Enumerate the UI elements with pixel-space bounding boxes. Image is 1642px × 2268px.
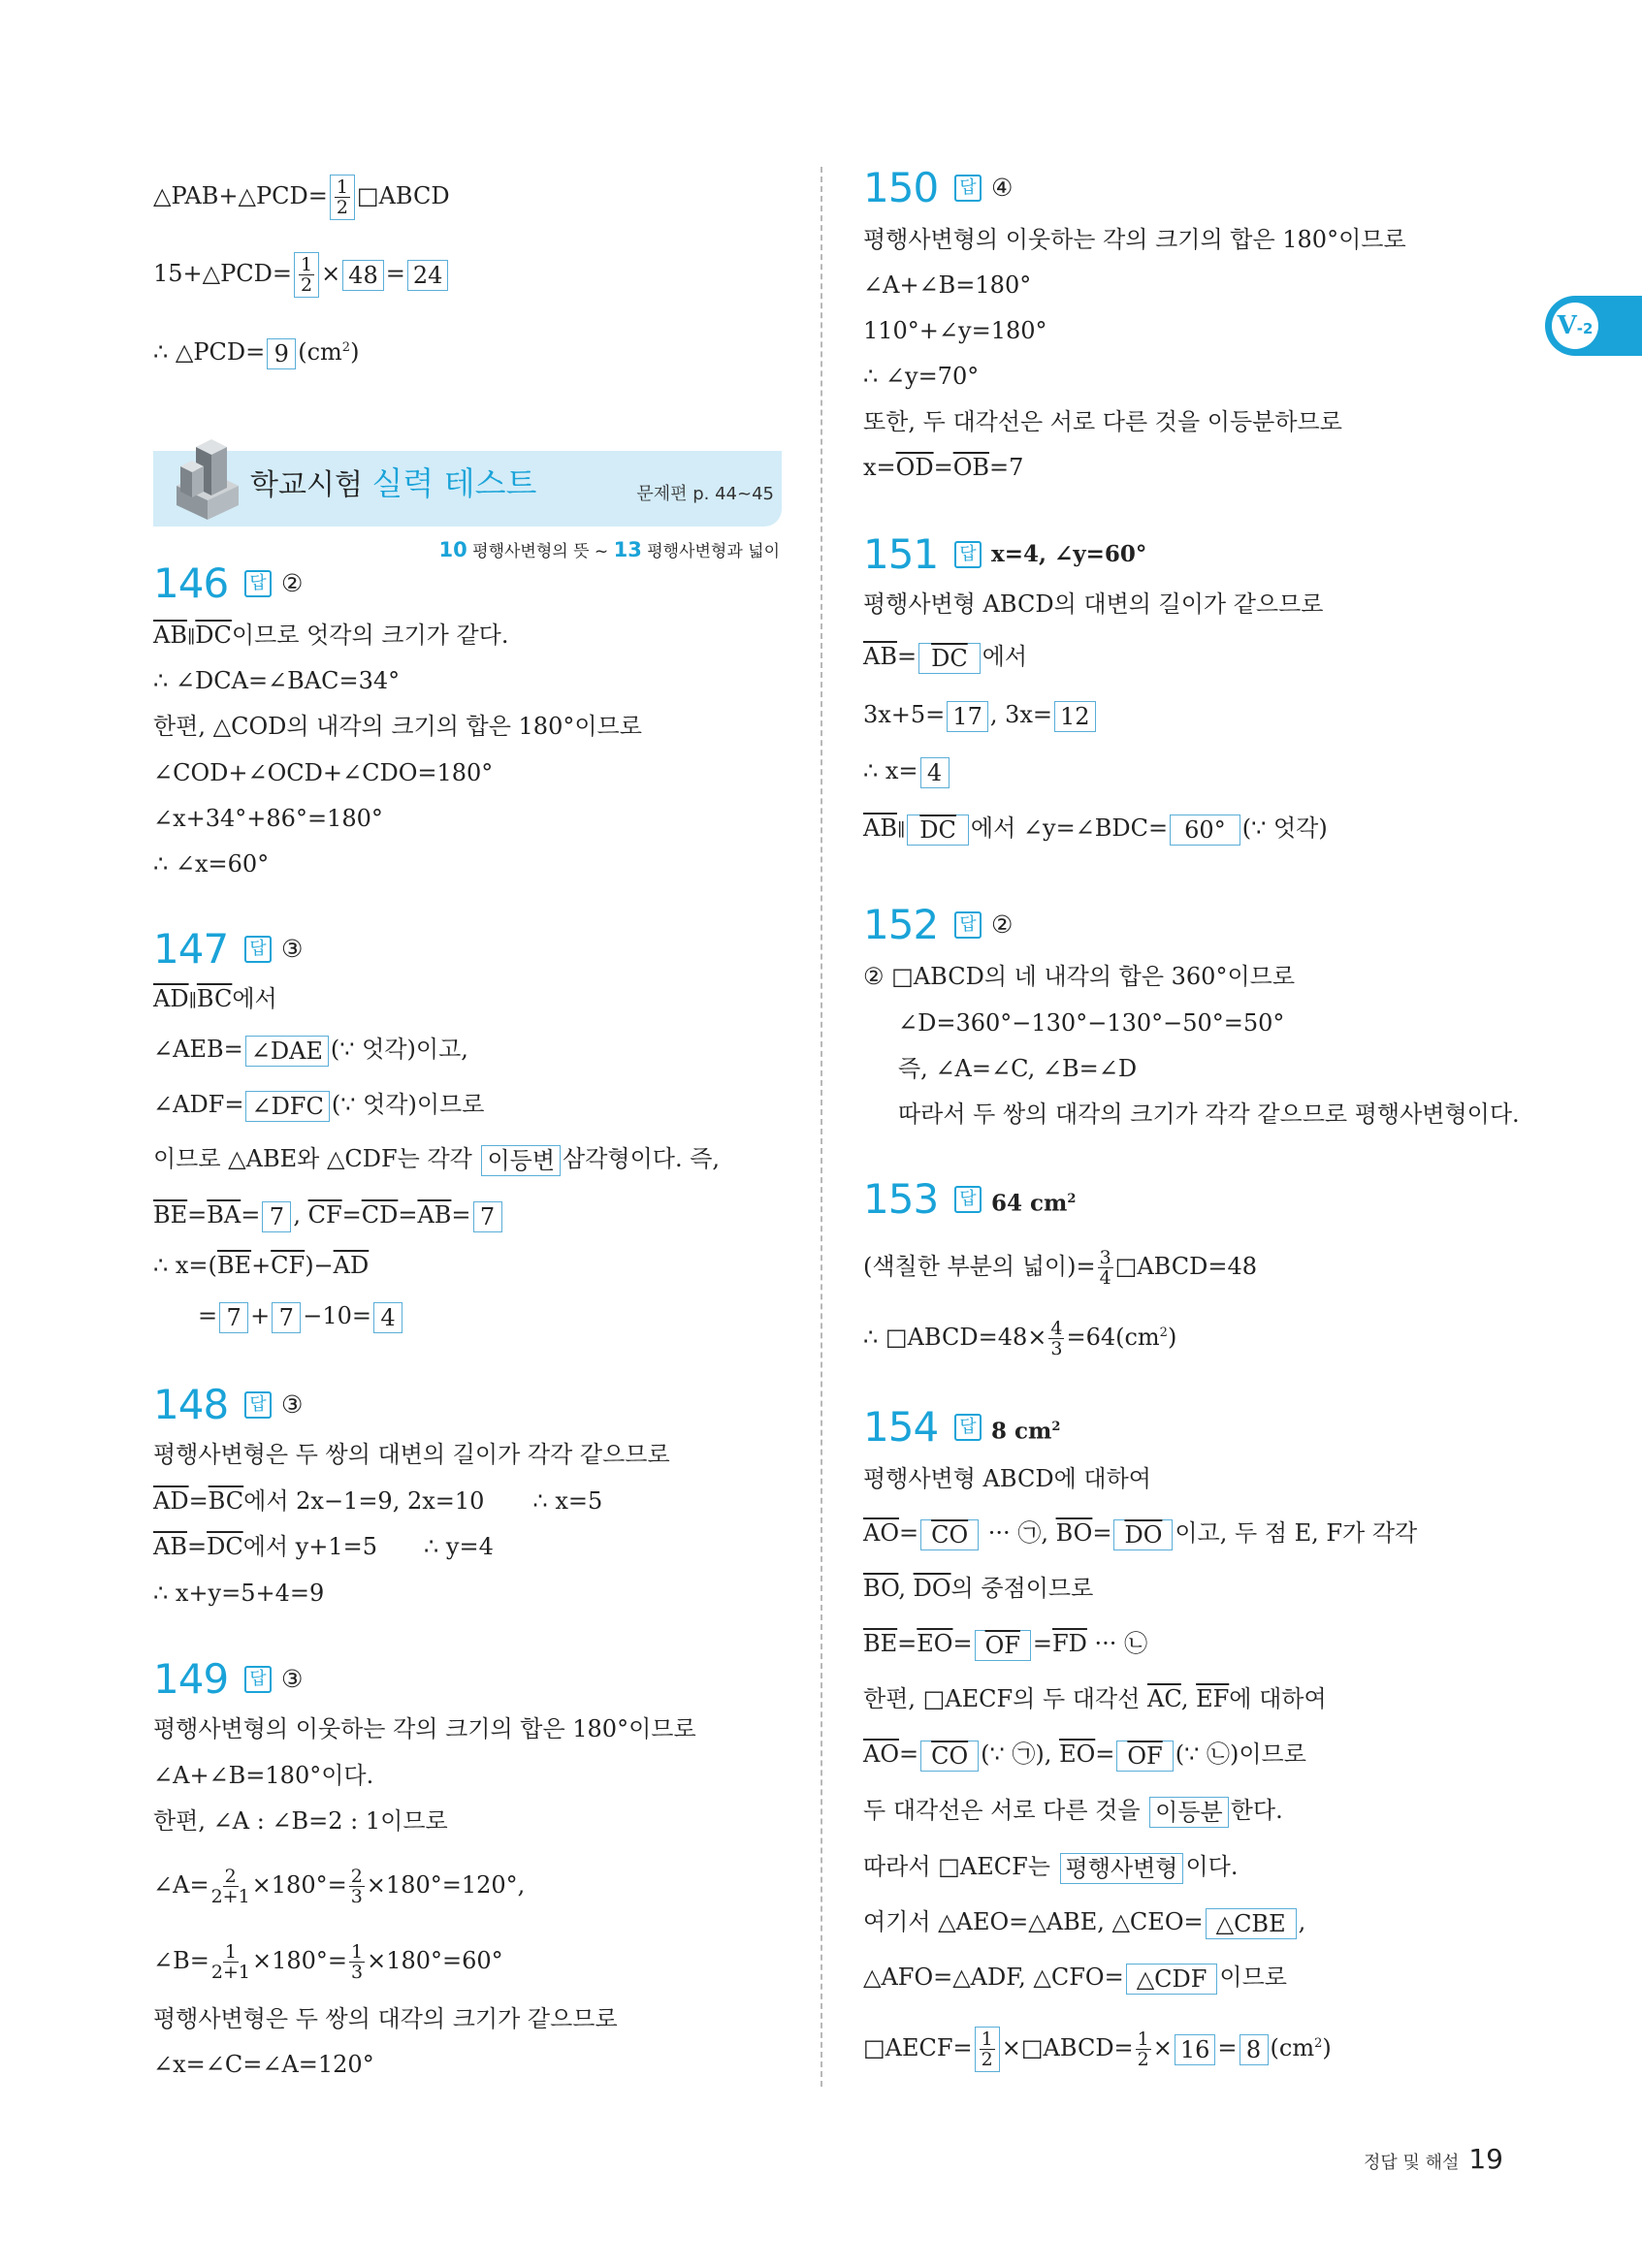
solution-150-line-2: ∠A+∠B=180°: [863, 272, 1032, 299]
solution-149-line-5: ∠B= $\frac{1}{2+1}$ ×180°= $\frac{1}{3}$ ×180°=60°: [153, 1941, 503, 1983]
problem-number-148: 148: [153, 1381, 229, 1428]
solution-146-line-4: ∠COD+∠OCD+∠CDO=180°: [153, 759, 494, 786]
solution-154-line-2: $\overline{AO}= \overline{CO}$ ··· ㉠, $\overline{BO}= \overline{DO}$ 이고, 두 점 E, F가 각각: [863, 1519, 1418, 1549]
solution-154-line-11: □AECF= $\frac{1}{2}$ ×□ABCD= $\frac{1}{2}$ × 16 = 8 $(cm^2)$: [863, 2028, 1332, 2070]
solution-149-line-4: ∠A= $\frac{2}{2+1}$ ×180°= $\frac{2}{3}$ ×180°=120°,: [153, 1866, 526, 1907]
solution-147-line-5: $\overline{BE}=\overline{BA}= 7$ , $\overline{CF}=\overline{CD}=\overline{AB}= 7$: [153, 1198, 504, 1232]
answer-149: ③: [281, 1665, 304, 1693]
solution-149-line-3: 한편, ∠A : ∠B=2 : 1이므로: [153, 1807, 448, 1835]
answer-label: 답: [954, 1186, 982, 1213]
answer-label: 답: [954, 911, 982, 939]
solution-147-line-6: ∴ $x=(\overline{BE}+\overline{CF})-\overline{AD}$: [153, 1252, 370, 1279]
answer-label: 답: [244, 1666, 272, 1693]
answer-label: 답: [954, 1414, 982, 1441]
solution-152-line-1: ② □ABCD의 네 내각의 합은 360°이므로: [863, 963, 1296, 990]
answer-label: 답: [244, 936, 272, 963]
answer-153: 64 $cm^2$: [991, 1190, 1077, 1217]
solution-154-line-4: $\overline{BE}=\overline{EO}= \overline{OF} =\overline{FD}$ ··· ㉡: [863, 1630, 1148, 1659]
banner-page-reference: 문제편 p. 44~45: [636, 484, 774, 504]
solution-150-line-6: $x=\overline{OD}=\overline{OB}=7$: [863, 454, 1024, 481]
solution-152-line-2: ∠D=360°−130°−130°−50°=50°: [898, 1009, 1285, 1037]
chapter-tab: [1545, 296, 1642, 356]
problem-number-149: 149: [153, 1655, 229, 1703]
problem-number-151: 151: [863, 530, 939, 578]
answer-label: 답: [954, 175, 982, 202]
solution-148-line-3: $\overline{AB}=\overline{DC}$에서 y+1=5 ∴ y=4: [153, 1533, 494, 1560]
solution-153-line-1: (색칠한 부분의 넓이)= $\frac{3}{4}$ □ABCD=48: [863, 1247, 1258, 1289]
page-footer: [1364, 2143, 1503, 2175]
solution-151-line-3: 3x+5= 17 , 3x= 12: [863, 698, 1098, 732]
solution-152-line-4: 따라서 두 쌍의 대각의 크기가 각각 같으므로 평행사변형이다.: [898, 1101, 1520, 1128]
problem-number-146: 146: [153, 559, 229, 607]
answer-152: ②: [991, 910, 1014, 939]
solution-146-line-6: ∴ ∠x=60°: [153, 850, 270, 878]
problem-number-147: 147: [153, 925, 229, 973]
prev-line-2: 15+△PCD= $\frac{1}{2}$ × 48 = 24: [153, 252, 450, 298]
solution-154-line-3: $\overline{BO}$, $\overline{DO}$의 중점이므로: [863, 1575, 1094, 1602]
banner-title: 학교시험 실력 테스트: [250, 464, 537, 502]
solution-146-line-3: 한편, △COD의 내각의 크기의 합은 180°이므로: [153, 713, 642, 740]
building-blocks-icon: [167, 428, 248, 525]
solution-150-line-3: 110°+∠y=180°: [863, 317, 1047, 344]
prev-line-1: △PAB+△PCD= $\frac{1}{2}$ □ABCD: [153, 176, 450, 218]
solution-151-line-4: ∴ x= 4: [863, 754, 951, 788]
unit-range: 10 평행사변형의 뜻 ~ 13 평행사변형과 넓이: [438, 538, 780, 561]
solution-149-line-2: ∠A+∠B=180°이다.: [153, 1762, 374, 1789]
solution-147-line-4: 이므로 △ABE와 △CDF는 각각 이등변 삼각형이다. 즉,: [153, 1145, 721, 1174]
footer-label: 정답 및 해설: [1363, 2153, 1460, 2173]
solution-151-line-5: $\overline{AB}\parallel$ $\overline{DC}$ 에서 ∠y=∠BDC= 60° (∵ 엇각): [863, 815, 1328, 844]
problem-number-153: 153: [863, 1175, 939, 1223]
problem-number-152: 152: [863, 901, 939, 948]
prev-line-3: ∴ △PCD= 9 $(cm^2)$: [153, 338, 360, 367]
page-number: 19: [1468, 2143, 1503, 2175]
solution-154-line-9: 여기서 △AEO=△ABE, △CEO= △CBE ,: [863, 1908, 1306, 1937]
answer-148: ③: [281, 1390, 304, 1419]
problem-number-154: 154: [863, 1403, 939, 1451]
solution-148-line-1: 평행사변형은 두 쌍의 대변의 길이가 각각 같으므로: [153, 1441, 670, 1468]
solution-154-line-8: 따라서 □AECF는 평행사변형 이다.: [863, 1853, 1239, 1882]
solution-148-line-4: ∴ x+y=5+4=9: [153, 1580, 325, 1607]
solution-151-line-2: $\overline{AB}= \overline{DC}$ 에서: [863, 643, 1028, 672]
solution-150-line-1: 평행사변형의 이웃하는 각의 크기의 합은 180°이므로: [863, 226, 1406, 253]
solution-154-line-1: 평행사변형 ABCD에 대하여: [863, 1465, 1151, 1492]
solution-147-line-2: ∠AEB= ∠DAE (∵ 엇각)이고,: [153, 1036, 468, 1065]
answer-154: 8 $cm^2$: [991, 1418, 1061, 1445]
chapter-badge: Ⅴ-2: [1552, 303, 1598, 349]
solution-149-line-6: 평행사변형은 두 쌍의 대각의 크기가 같으므로: [153, 2005, 618, 2032]
solution-150-line-5: 또한, 두 대각선은 서로 다른 것을 이등분하므로: [863, 408, 1342, 435]
section-banner: [153, 451, 782, 527]
solution-151-line-1: 평행사변형 ABCD의 대변의 길이가 같으므로: [863, 591, 1324, 618]
answer-150: ④: [991, 174, 1014, 202]
answer-151: x=4, ∠y=60°: [991, 541, 1147, 567]
answer-label: 답: [954, 541, 982, 568]
solution-147-line-3: ∠ADF= ∠DFC (∵ 엇각)이므로: [153, 1091, 485, 1120]
solution-154-line-6: $\overline{AO}= \overline{CO}$ (∵ ㉠), $\overline{EO}= \overline{OF}$ (∵ ㉡)이므로: [863, 1741, 1306, 1770]
solution-147-line-1: $\overline{AD}\parallel\overline{BC}$에서: [153, 985, 277, 1012]
solution-153-line-2: ∴ □ABCD=48× $\frac{4}{3}$ $=64(cm^2)$: [863, 1318, 1177, 1359]
answer-label: 답: [244, 1391, 272, 1419]
solution-148-line-2: $\overline{AD}=\overline{BC}$에서 2x−1=9, 2x=10 ∴ x=5: [153, 1487, 603, 1515]
solution-154-line-7: 두 대각선은 서로 다른 것을 이등분 한다.: [863, 1797, 1283, 1826]
answer-146: ②: [281, 569, 304, 597]
solution-150-line-4: ∴ ∠y=70°: [863, 363, 980, 390]
solution-146-line-2: ∴ ∠DCA=∠BAC=34°: [153, 667, 401, 694]
column-divider: [821, 167, 822, 2087]
solution-149-line-7: ∠x=∠C=∠A=120°: [153, 2051, 374, 2078]
solution-146-line-5: ∠x+34°+86°=180°: [153, 805, 383, 832]
solution-149-line-1: 평행사변형의 이웃하는 각의 크기의 합은 180°이므로: [153, 1715, 696, 1742]
solution-146-line-1: $\overline{AB}\parallel\overline{DC}$이므로 엇각의 크기가 같다.: [153, 622, 509, 649]
problem-number-150: 150: [863, 164, 939, 211]
solution-147-line-7: = 7 + 7 −10= 4: [198, 1299, 404, 1333]
answer-147: ③: [281, 935, 304, 963]
solution-152-line-3: 즉, ∠A=∠C, ∠B=∠D: [898, 1055, 1138, 1082]
solution-154-line-5: 한편, □AECF의 두 대각선 $\overline{AC}$, $\overline{EF}$에 대하여: [863, 1685, 1327, 1712]
answer-label: 답: [244, 570, 272, 597]
solution-154-line-10: △AFO=△ADF, △CFO= △CDF 이므로: [863, 1964, 1287, 1993]
